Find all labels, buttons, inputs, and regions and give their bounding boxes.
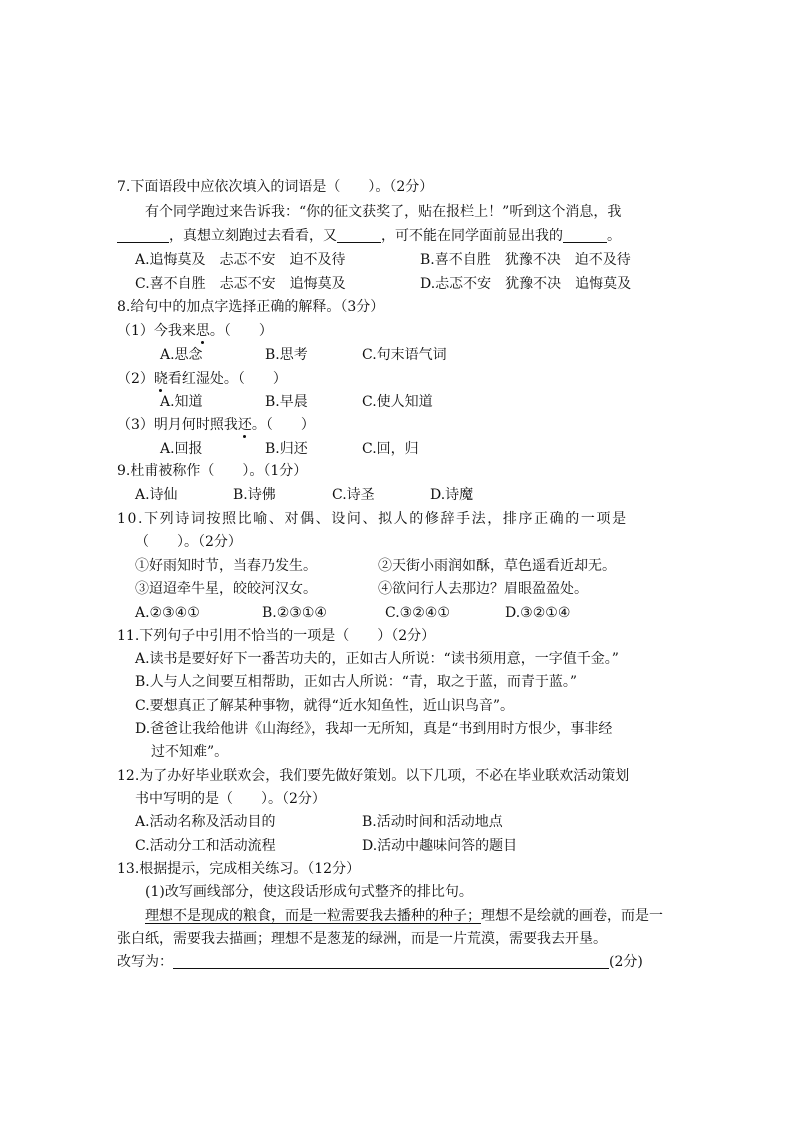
emphasis-dot-char: 思 <box>195 323 210 339</box>
q13-stem: 13.根据提示，完成相关练习。（12分） <box>117 861 361 877</box>
q8-sub3-option-a: A.回报 <box>160 441 203 457</box>
q11-option-c: C.要想真正了解某种事物，就得“近水知鱼性，近山识鸟音”。 <box>135 698 514 714</box>
q8-sub1-option-b: B.思考 <box>265 347 308 363</box>
q9-stem: 9.杜甫被称作（ ）。（1分） <box>117 463 308 479</box>
q12-option-d: D.活动中趣味问答的题目 <box>362 838 518 854</box>
q12-stem-line1: 12.为了办好毕业联欢会，我们要先做好策划。以下几项，不必在毕业联欢活动策划 <box>117 768 630 784</box>
q8-stem: 8.给句中的加点字选择正确的解释。（3分） <box>117 299 385 315</box>
q8-sub2: （2）晓看红湿处。（ ） <box>117 371 287 387</box>
q10-item-3: ③迢迢牵牛星，皎皎河汉女。 <box>135 581 317 597</box>
q8-sub1: （1）今我来思。（ ） <box>117 323 273 339</box>
rewrite-answer-line[interactable] <box>173 954 609 969</box>
q10-option-b: B.②③①④ <box>262 605 327 621</box>
q8-sub2-option-a: A.知道 <box>160 394 203 410</box>
q7-option-d: D.忐忑不安 犹豫不决 追悔莫及 <box>420 276 632 292</box>
q10-option-d: D.③②①④ <box>505 605 571 621</box>
q7-option-c: C.喜不自胜 忐忑不安 追悔莫及 <box>135 276 346 292</box>
q8-sub1-option-c: C.句末语气词 <box>362 347 447 363</box>
emphasis-dot-char: 还 <box>237 417 252 433</box>
q12-option-b: B.活动时间和活动地点 <box>362 814 503 830</box>
q12-stem-line2: 书中写明的是（ ）。（2分） <box>135 791 326 807</box>
q13-sub1: (1)改写画线部分，使这段话形成句式整齐的排比句。 <box>145 884 473 900</box>
q10-item-4: ④欲问行人去那边？眉眼盈盈处。 <box>378 581 588 597</box>
q8-sub2-option-c: C.使人知道 <box>362 394 433 410</box>
q9-option-b: B.诗佛 <box>233 487 276 503</box>
q8-sub2-option-b: B.早晨 <box>265 394 308 410</box>
fill-blank[interactable] <box>117 228 169 243</box>
q10-option-a: A.②③④① <box>135 605 200 621</box>
q7-passage-line1: 有个同学跑过来告诉我：“你的征文获奖了，贴在报栏上！”听到这个消息，我 <box>145 204 622 220</box>
q11-option-b: B.人与人之间要互相帮助，正如古人所说：“青，取之于蓝，而青于蓝。” <box>135 674 578 690</box>
emphasis-dot-char: 晓 <box>153 371 168 387</box>
q10-stem-line1: 10.下列诗词按照比喻、对偶、设问、拟人的修辞手法，排序正确的一项是 <box>117 511 628 527</box>
fill-blank[interactable] <box>337 228 381 243</box>
q13-rewrite-row <box>117 953 643 971</box>
q10-stem-line2: （ ）。（2分） <box>135 534 242 550</box>
q8-sub3: （3）明月何时照我还。（ ） <box>117 417 315 433</box>
q9-option-d: D.诗魔 <box>430 487 474 503</box>
q9-option-c: C.诗圣 <box>332 487 375 503</box>
q11-stem: 11.下列句子中引用不恰当的一项是（ ）（2分） <box>117 628 436 644</box>
q9-option-a: A.诗仙 <box>135 487 178 503</box>
rewrite-score: (2分) <box>609 954 643 970</box>
q11-option-d-line2: 过不知难”。 <box>151 744 229 760</box>
underlined-sentence: 理想不是现成的粮食，而是一粒需要我去播种的种子； <box>145 908 481 924</box>
rewrite-label: 改写为： <box>117 954 173 970</box>
q12-option-a: A.活动名称及活动目的 <box>135 814 276 830</box>
q10-item-1: ①好雨知时节，当春乃发生。 <box>135 558 317 574</box>
q8-sub1-option-a: A.思念 <box>160 347 203 363</box>
q11-option-d-line1: D.爸爸让我给他讲《山海经》，我却一无所知，真是“书到用时方恨少，事非经 <box>135 721 613 737</box>
fill-blank[interactable] <box>563 228 607 243</box>
q7-option-b: B.喜不自胜 犹豫不决 迫不及待 <box>420 252 631 268</box>
q13-passage-line2: 张白纸，需要我去描画；理想不是葱茏的绿洲，而是一片荒漠，需要我去开垦。 <box>117 931 607 947</box>
q10-option-c: C.③②④① <box>385 605 450 621</box>
q12-option-c: C.活动分工和活动流程 <box>135 838 276 854</box>
q11-option-a: A.读书是要好好下一番苦功夫的，正如古人所说：“读书须用意，一字值千金。” <box>135 651 619 667</box>
q7-option-a: A.追悔莫及 忐忑不安 迫不及待 <box>135 252 346 268</box>
q7-passage-line2: ，真想立刻跑过去看看，又 ，可不能在同学面前显出我的 。 <box>117 227 621 245</box>
q10-item-2: ②天街小雨润如酥，草色遥看近却无。 <box>378 558 616 574</box>
q8-sub3-option-c: C.回，归 <box>362 441 419 457</box>
q7-stem: 7.下面语段中应依次填入的词语是（ ）。（2分） <box>117 179 434 195</box>
q8-sub3-option-b: B.归还 <box>265 441 308 457</box>
q13-passage-line1: 理想不是现成的粮食，而是一粒需要我去播种的种子；理想不是绘就的画卷，而是一 <box>145 908 663 924</box>
